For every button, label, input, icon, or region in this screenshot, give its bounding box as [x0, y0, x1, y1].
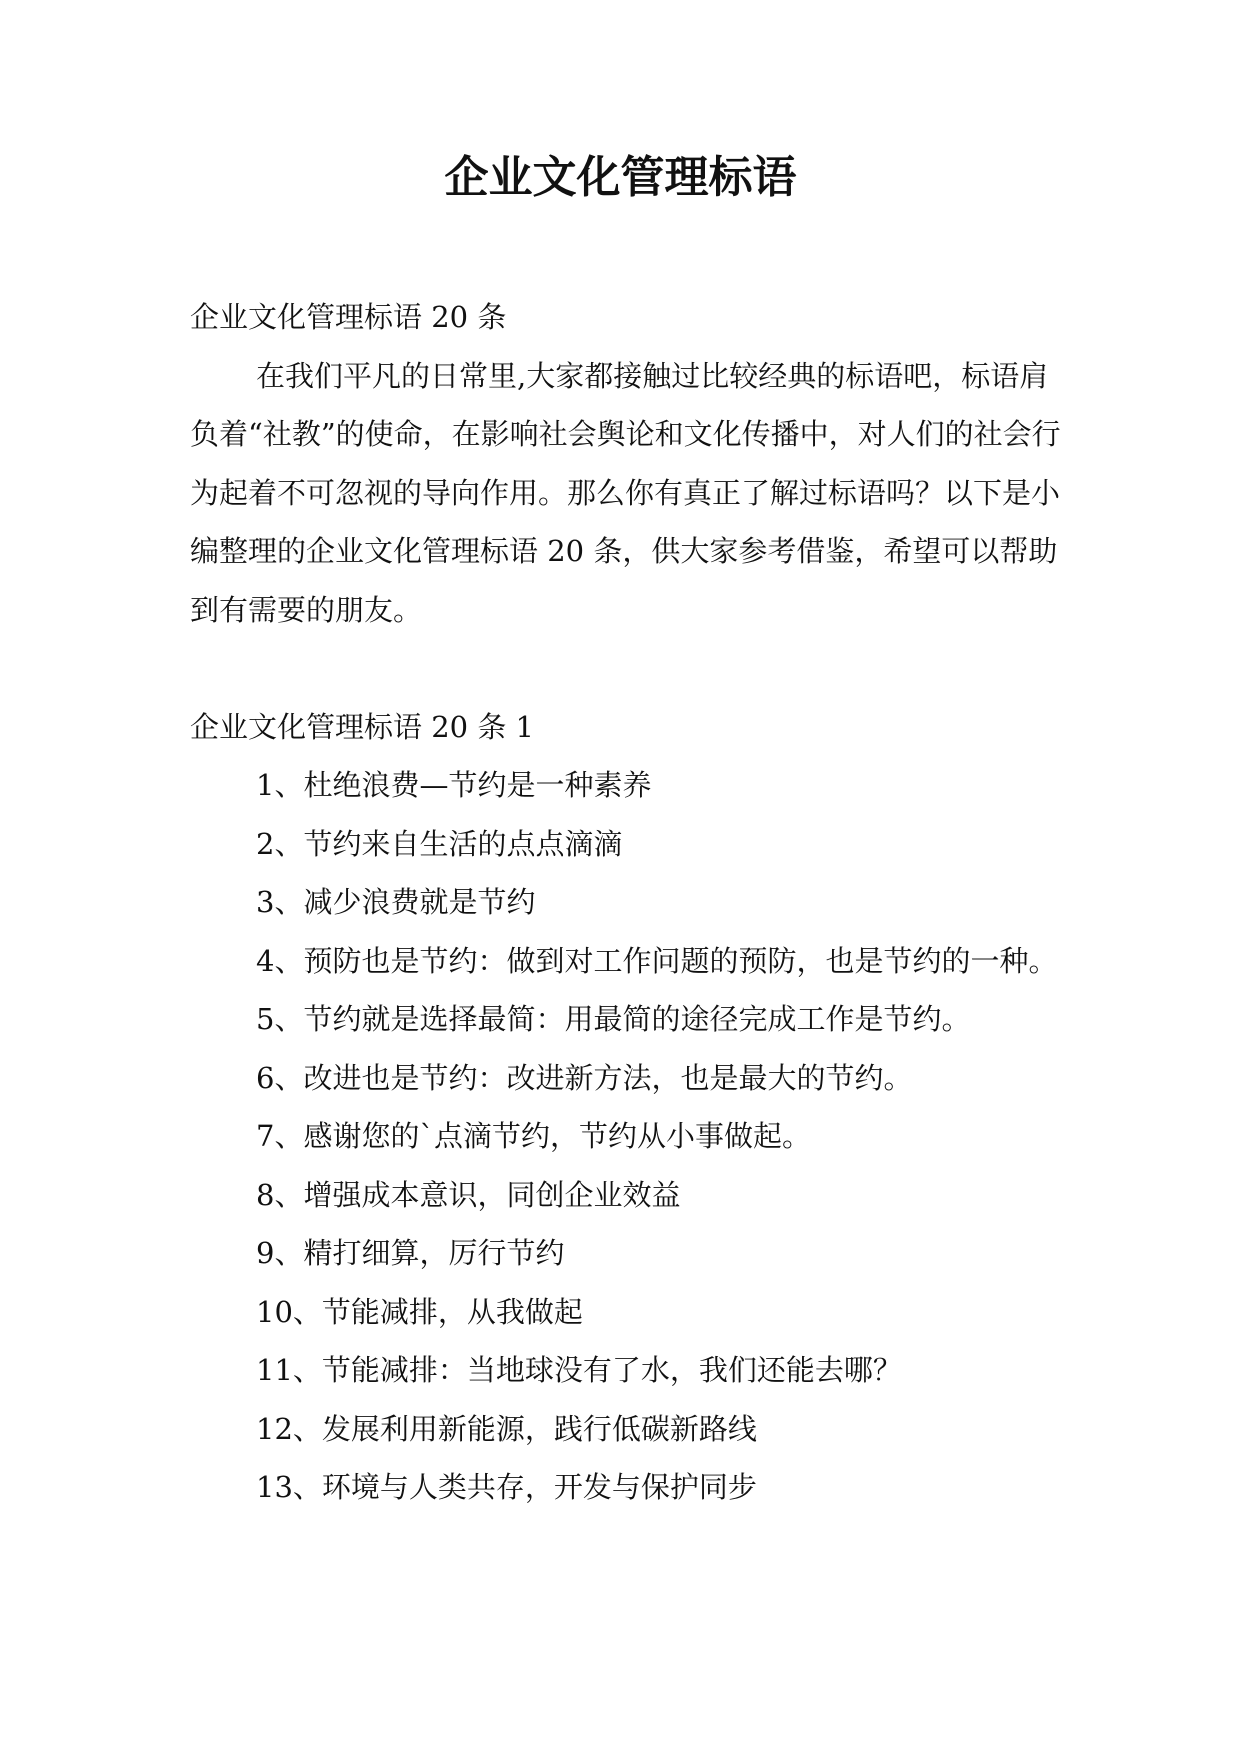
slogan-item-7: 7、感谢您的`点滴节约，节约从小事做起。 [256, 1119, 811, 1153]
intro-paragraph: 在我们平凡的日常里,大家都接触过比较经典的标语吧，标语肩负着“社教”的使命，在影响社会舆论和文化传播中，对人们的社会行为起着不可忽视的导向作用。那么你有真正了解过标语吗？以下是小编整理的企业文化管理标语 20 条，供大家参考借鉴，希望可以帮助到有需要的朋友。 [190, 358, 1061, 627]
slogan-item-12: 12、发展利用新能源，践行低碳新路线 [256, 1411, 757, 1446]
page-title: 企业文化管理标语 [444, 152, 797, 203]
slogan-item-1: 1、杜绝浪费—节约是一种素养 [256, 768, 652, 802]
slogan-item-11: 11、节能减排：当地球没有了水，我们还能去哪？ [256, 1353, 902, 1387]
slogan-item-10: 10、节能减排，从我做起 [256, 1294, 583, 1329]
document-subtitle: 企业文化管理标语 20 条 [190, 300, 507, 334]
slogan-item-9: 9、精打细算，厉行节约 [256, 1236, 565, 1270]
slogan-item-4: 4、预防也是节约：做到对工作问题的预防，也是节约的一种。 [256, 943, 1058, 978]
slogan-item-5: 5、节约就是选择最简：用最简的途径完成工作是节约。 [256, 1002, 971, 1036]
slogan-item-3: 3、减少浪费就是节约 [256, 885, 536, 919]
document-body [190, 288, 1070, 1517]
slogan-item-13: 13、环境与人类共存，开发与保护同步 [256, 1470, 757, 1504]
section-heading: 企业文化管理标语 20 条 1 [190, 709, 535, 744]
slogan-item-6: 6、改进也是节约：改进新方法，也是最大的节约。 [256, 1060, 913, 1095]
slogan-item-8: 8、增强成本意识，同创企业效益 [256, 1177, 681, 1212]
slogan-item-2: 2、节约来自生活的点点滴滴 [256, 826, 623, 861]
paragraph-spacer [190, 639, 1070, 698]
